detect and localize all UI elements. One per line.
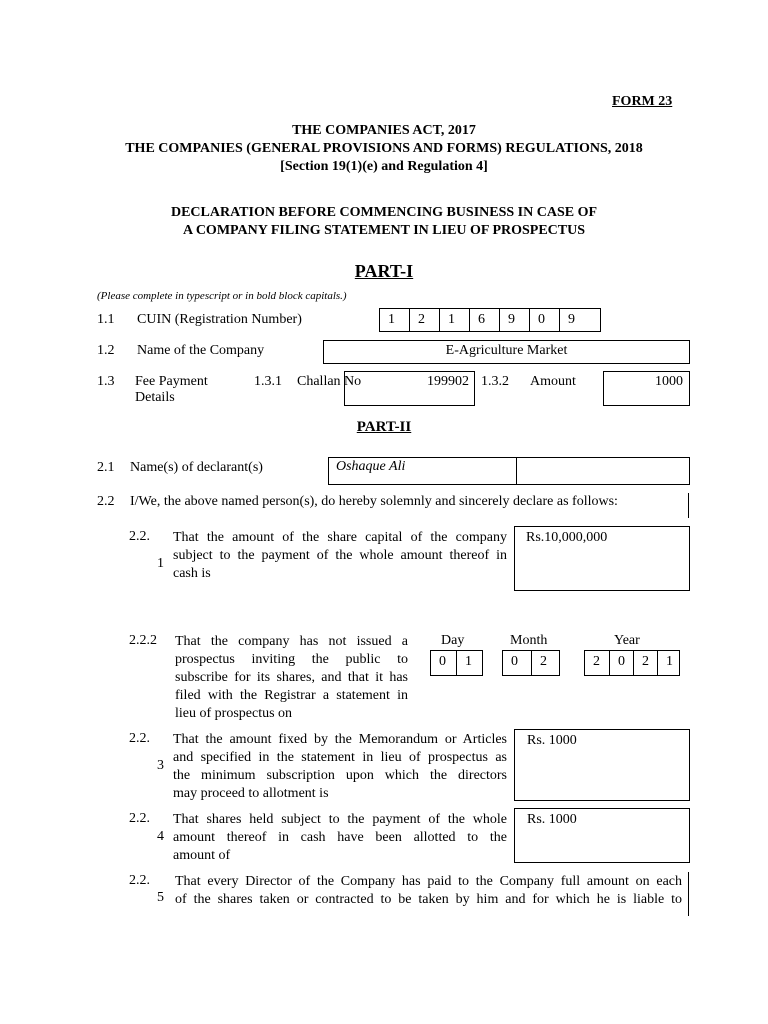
margin-line	[688, 493, 689, 518]
day-label: Day	[441, 633, 465, 648]
item3-line: the minimum subscription upon which the directors	[173, 768, 507, 783]
regulations-title: THE COMPANIES (GENERAL PROVISIONS AND FORMS) REGULATIONS, 2018	[125, 141, 643, 156]
year-digit[interactable]: 2	[633, 650, 658, 676]
item4-number-b: 4	[157, 829, 164, 844]
cuin-digit[interactable]: 1	[439, 308, 470, 332]
item5-line: That every Director of the Company has paid to the Company full amount on each	[175, 874, 682, 889]
item2-number: 2.2.2	[129, 633, 157, 648]
declarant-box	[328, 457, 690, 485]
act-title: THE COMPANIES ACT, 2017	[292, 123, 476, 138]
item3-text	[173, 731, 507, 803]
cuin-number: 1.1	[97, 312, 115, 327]
item5-number-b: 5	[157, 890, 164, 905]
item3-line: and specified in the statement in lieu of prospectus as	[173, 750, 507, 765]
declaration-title-line2: A COMPANY FILING STATEMENT IN LIEU OF PROSPECTUS	[182, 223, 586, 238]
cuin-digit[interactable]: 6	[469, 308, 500, 332]
part1-heading: PART-I	[354, 261, 414, 281]
item3-line: may proceed to allotment is	[173, 786, 329, 801]
item1-number-b: 1	[157, 556, 164, 571]
fee-label-line1: Fee Payment	[135, 374, 208, 389]
item5-text	[175, 873, 682, 909]
cuin-digit[interactable]: 2	[409, 308, 440, 332]
item4-text	[173, 811, 507, 865]
fee-label-line2: Details	[135, 390, 175, 405]
declare-statement: I/We, the above named person(s), do hereby solemnly and sincerely declare as follows:	[130, 494, 618, 509]
item1-number-a: 2.2.	[129, 529, 150, 544]
company-label: Name of the Company	[137, 343, 265, 358]
item4-line: amount thereof in cash have been allotted to the	[173, 830, 507, 845]
challan-field[interactable]: 199902	[344, 371, 475, 406]
item5-line: of the shares taken or contracted to be taken by him and for which he is liable to	[175, 892, 682, 907]
item3-number-b: 3	[157, 758, 164, 773]
instruction-note: (Please complete in typescript or in bold block capitals.)	[97, 290, 347, 302]
item1-text	[173, 529, 507, 583]
year-digit[interactable]: 2	[584, 650, 610, 676]
part2-heading: PART-II	[356, 419, 412, 435]
cuin-digit[interactable]: 9	[499, 308, 530, 332]
minimum-subscription-field[interactable]: Rs. 1000	[514, 729, 690, 801]
item2-line: lieu of prospectus on	[175, 706, 293, 721]
item2-line: That the company has not issued a	[175, 634, 408, 649]
day-digit[interactable]: 1	[456, 650, 483, 676]
fee-number: 1.3	[97, 374, 115, 389]
year-digit[interactable]: 1	[657, 650, 680, 676]
item5-number-a: 2.2.	[129, 873, 150, 888]
year-label: Year	[614, 633, 640, 648]
cuin-digit[interactable]: 1	[379, 308, 410, 332]
declarant-label: Name(s) of declarant(s)	[130, 460, 263, 475]
item4-line: amount of	[173, 848, 231, 863]
item2-line: prospectus inviting the public to	[175, 652, 408, 667]
month-digit[interactable]: 0	[502, 650, 532, 676]
form-number: FORM 23	[612, 94, 673, 109]
item4-line: That shares held subject to the payment of the whole	[173, 812, 507, 827]
declarant-name-field[interactable]: Oshaque Ali	[329, 458, 517, 484]
share-capital-field[interactable]: Rs.10,000,000	[514, 526, 690, 591]
item2-line: filed with the Registrar a statement in	[175, 688, 408, 703]
cuin-digit[interactable]: 0	[529, 308, 560, 332]
item1-line: That the amount of the share capital of the company	[173, 530, 507, 545]
allotted-shares-field[interactable]: Rs. 1000	[514, 808, 690, 863]
company-number: 1.2	[97, 343, 115, 358]
item3-line: That the amount fixed by the Memorandum or Articles	[173, 732, 507, 747]
section-reference: [Section 19(1)(e) and Regulation 4]	[280, 159, 488, 174]
company-name-field[interactable]: E-Agriculture Market	[323, 340, 690, 364]
item4-number-a: 2.2.	[129, 811, 150, 826]
amount-number: 1.3.2	[481, 374, 509, 389]
item1-line: cash is	[173, 566, 211, 581]
month-label: Month	[510, 633, 548, 648]
amount-label: Amount	[530, 374, 576, 389]
year-digit[interactable]: 0	[609, 650, 634, 676]
item2-line: subscribe for its shares, and that it has	[175, 670, 408, 685]
declare-number: 2.2	[97, 494, 115, 509]
challan-label: Challan No	[297, 374, 362, 389]
item3-number-a: 2.2.	[129, 731, 150, 746]
item2-text	[175, 633, 408, 723]
cuin-digit[interactable]: 9	[559, 308, 601, 332]
item1-line: subject to the payment of the whole amount thereof in	[173, 548, 507, 563]
month-digit[interactable]: 2	[531, 650, 560, 676]
cuin-label: CUIN (Registration Number)	[137, 312, 302, 327]
challan-number: 1.3.1	[254, 374, 282, 389]
amount-field[interactable]: 1000	[603, 371, 690, 406]
margin-line	[688, 872, 689, 916]
declarant-number: 2.1	[97, 460, 115, 475]
declaration-title-line1: DECLARATION BEFORE COMMENCING BUSINESS IN CASE OF	[170, 205, 598, 220]
day-digit[interactable]: 0	[430, 650, 457, 676]
